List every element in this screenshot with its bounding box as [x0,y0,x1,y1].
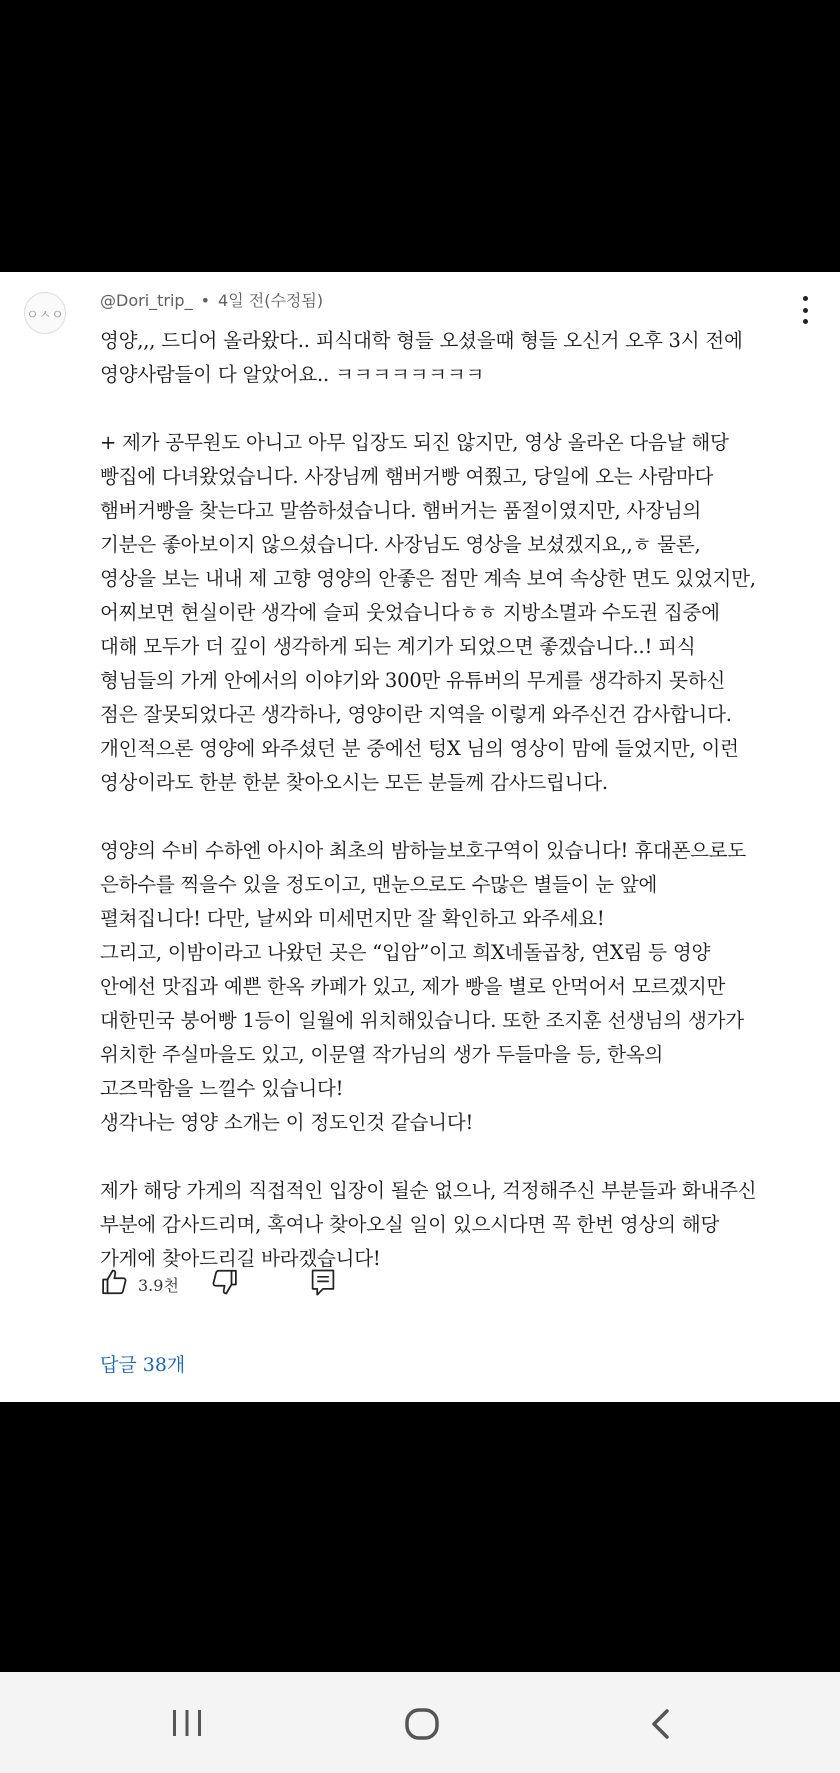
comment-line: 영양,,, 드디어 올라왔다.. 피식대학 형들 오셨을때 형들 오신거 오후 3시 전에 [100,329,743,352]
timestamp: 4일 전(수정됨) [218,291,324,310]
comment-line: 은하수를 찍을수 있을 정도이고, 맨눈으로도 수많은 별들이 눈 앞에 [100,873,658,896]
comment-line: 빵집에 다녀왔었습니다. 사장님께 햄버거빵 여쭸고, 당일에 오는 사람마다 [100,465,714,488]
comment-line: 형님들의 가게 안에서의 이야기와 300만 유튜버의 무게를 생각하지 못하신 [100,669,726,692]
home-icon[interactable] [404,1708,440,1744]
comment-paragraph [100,426,810,800]
comment-line: 영양의 수비 수하엔 아시아 최초의 밤하늘보호구역이 있습니다! 휴대폰으로도 [100,839,747,862]
comment-line: 가게에 찾아드리길 바라겠습니다! [100,1247,381,1270]
comment-line: 고즈막함을 느낄수 있습니다! [100,1077,344,1100]
comment-card [0,272,840,1402]
comment-paragraph [100,834,810,1140]
comment-line: 햄버거빵을 찾는다고 말씀하셨습니다. 햄버거는 품절이였지만, 사장님의 [100,499,702,522]
reply-icon [309,1267,337,1301]
comment-body [100,324,810,1276]
thumbs-up-icon [100,1267,130,1301]
comment-meta [100,288,323,311]
comment-line: 그리고, 이밤이라고 나왔던 곳은 “입암”이고 희X네돌곱창, 연X림 등 영양 [100,941,711,964]
comment-line: 대해 모두가 더 깊이 생각하게 되는 계기가 되었으면 좋겠습니다..! 피식 [100,635,696,658]
comment-line: 어찌보면 현실이란 생각에 슬피 웃었습니다ㅎㅎ 지방소멸과 수도권 집중에 [100,601,720,624]
comment-line: + 제가 공무원도 아니고 아무 입장도 되진 않지만, 영상 올라온 다음날 해당 [100,431,729,454]
more-vert-icon[interactable] [800,296,810,324]
comment-line: 기분은 좋아보이지 않으셨습니다. 사장님도 영상을 보셨겠지요,,ㅎ 물론, [100,533,701,556]
like-button[interactable] [100,1267,179,1301]
comment-line: 부분에 감사드리며, 혹여나 찾아오실 일이 있으시다면 꼭 한번 영상의 해당 [100,1213,720,1236]
comment-line: 영상이라도 한분 한분 찾아오시는 모든 분들께 감사드립니다. [100,771,608,794]
author-name[interactable]: @Dori_trip_ [100,291,193,310]
comment-actions [100,1264,337,1304]
comment-line: 생각나는 영양 소개는 이 정도인것 같습니다! [100,1111,474,1134]
comment-paragraph [100,1174,810,1276]
back-icon[interactable] [648,1708,672,1744]
comment-line: 점은 잘못되었다곤 생각하나, 영양이란 지역을 이렇게 와주신건 감사합니다. [100,703,732,726]
comment-line: 제가 해당 가게의 직접적인 입장이 될순 없으나, 걱정해주신 부분들과 화내주신 [100,1179,757,1202]
comment-line: 대한민국 붕어빵 1등이 일월에 위치해있습니다. 또한 조지훈 선생님의 생가가 [100,1009,744,1032]
comment-line: 영상을 보는 내내 제 고향 영양의 안좋은 점만 계속 보여 속상한 면도 있었지만, [100,567,756,590]
avatar[interactable]: ㅇㅅㅇ [24,292,66,334]
android-nav-bar [0,1672,840,1773]
like-count: 3.9천 [138,1275,179,1295]
comment-line: 개인적으론 영양에 와주셨던 분 중에선 텅X 님의 영상이 맘에 들었지만, 이런 [100,737,739,760]
comment-line: 위치한 주실마을도 있고, 이문열 작가님의 생가 두들마을 등, 한옥의 [100,1043,664,1066]
replies-link[interactable]: 답글 38개 [100,1354,186,1376]
comment-line: 안에선 맛집과 예쁜 한옥 카페가 있고, 제가 빵을 별로 안먹어서 모르겠지만 [100,975,726,998]
meta-separator: • [200,291,211,310]
comment-line: 영양사람들이 다 알았어요.. ㅋㅋㅋㅋㅋㅋㅋㅋ [100,363,485,386]
comment-paragraph [100,324,810,392]
thumbs-down-icon [209,1267,239,1301]
comment-line: 펼쳐집니다! 다만, 날씨와 미세먼지만 잘 확인하고 와주세요! [100,907,605,930]
dislike-button[interactable] [209,1267,239,1301]
reply-button[interactable] [309,1267,337,1301]
recent-apps-icon[interactable] [170,1708,204,1742]
